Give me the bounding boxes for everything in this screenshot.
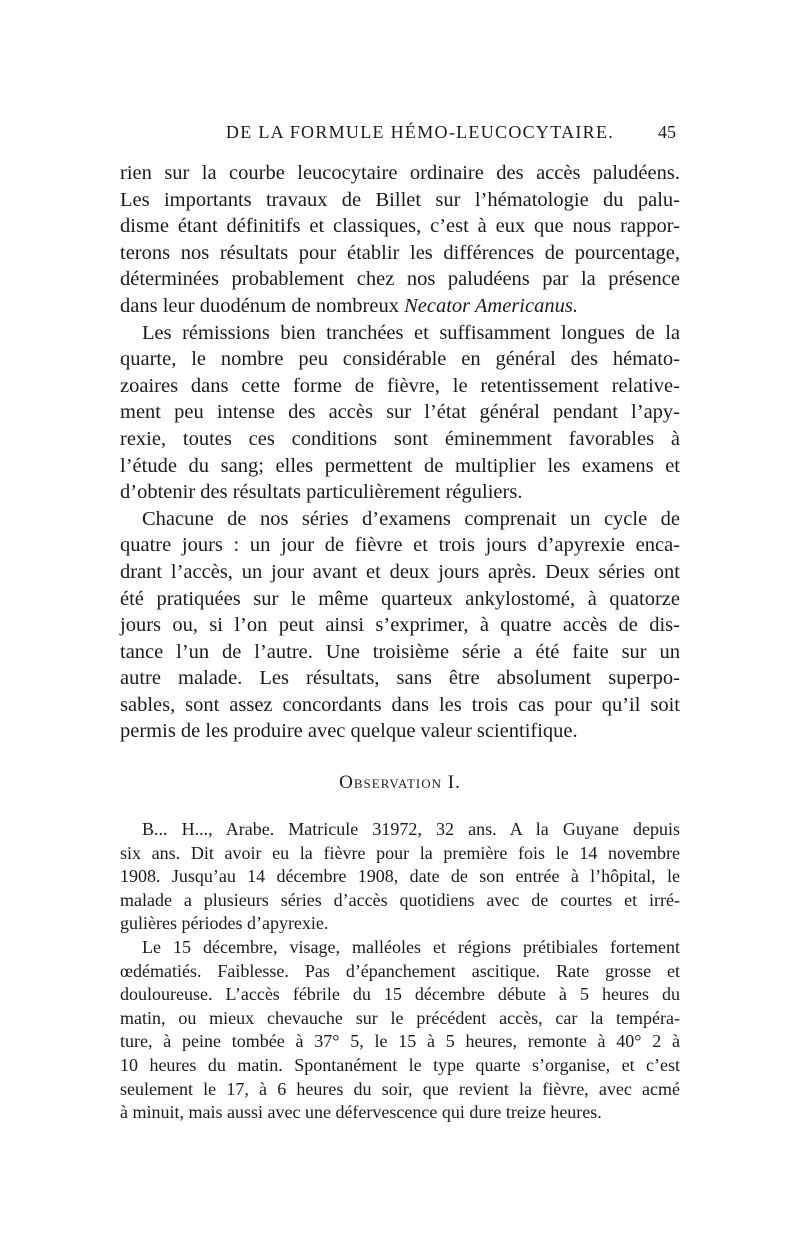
text-line: drant l’accès, un jour avant et deux jours après. Deux séries ont	[120, 560, 680, 583]
text-line: rien sur la courbe leucocytaire ordinaire des accès paludéens.	[120, 162, 680, 184]
text-line: sables, sont assez concordants dans les trois cas pour qu’il soit	[120, 693, 680, 716]
text-line: à minuit, mais aussi avec une défervescence qui dure treize heures.	[120, 1102, 602, 1123]
text-line: d’obtenir des résultats particulièrement réguliers.	[120, 481, 523, 504]
text-line: l’étude du sang; elles permettent de multiplier les examens et	[120, 454, 680, 477]
text-line: 1908. Jusqu’au 14 décembre 1908, date de son entrée à l’hôpital, le	[120, 866, 680, 887]
text-line: autre malade. Les résultats, sans être absolument superpo-	[120, 667, 680, 690]
text-line: œdématiés. Faiblesse. Pas d’épanchement ascitique. Rate grosse et	[120, 960, 680, 981]
text-line: douloureuse. L’accès fébrile du 15 décembre débute à 5 heures du	[120, 984, 680, 1005]
text-line: B... H..., Arabe. Matricule 31972, 32 ans. A la Guyane depuis	[142, 819, 680, 839]
species-name: Necator Americanus.	[404, 294, 578, 317]
text-line: jours ou, si l’on peut ainsi s’exprimer, à quatre accès de dis-	[120, 614, 680, 637]
text-line: déterminées probablement chez nos paludéens par la présence	[120, 268, 680, 291]
text-fragment: dans leur duodénum de nombreux	[120, 294, 399, 317]
text-line: Les rémissions bien tranchées et suffisamment longues de la	[142, 321, 680, 344]
body-text	[120, 160, 680, 745]
text-line: seulement le 17, à 6 heures du soir, que revient la fièvre, avec acmé	[120, 1078, 680, 1099]
text-line: ment peu intense des accès sur l’état général pendant l’apy-	[120, 401, 680, 424]
running-head	[120, 122, 680, 146]
text-line: rexie, toutes ces conditions sont éminemment favorables à	[120, 427, 680, 450]
text-line: Le 15 décembre, visage, malléoles et régions prétibiales fortement	[142, 936, 680, 957]
text-line: permis de les produire avec quelque valeur scientifique.	[120, 720, 578, 743]
running-title: DE LA FORMULE HÉMO-LEUCOCYTAIRE.	[225, 122, 615, 142]
text-line: terons nos résultats pour établir les différences de pourcentage,	[120, 241, 680, 264]
text-line: six ans. Dit avoir eu la fièvre pour la première fois le 14 novembre	[120, 842, 680, 863]
observation-text	[120, 818, 680, 1125]
text-line: matin, ou mieux chevauche sur le précédent accès, car la tempéra-	[120, 1007, 680, 1028]
text-line: quarte, le nombre peu considérable en général des hémato-	[120, 348, 680, 371]
text-line: 10 heures du matin. Spontanément le type quarte s’organise, et c’est	[120, 1054, 680, 1075]
text-line: malade a plusieurs séries d’accès quotidiens avec de courtes et irré-	[120, 889, 680, 910]
text-line: zoaires dans cette forme de fièvre, le retentissement relative-	[120, 374, 680, 397]
text-line: gulières périodes d’apyrexie.	[120, 913, 329, 934]
text-line: Chacune de nos séries d’examens comprenait un cycle de	[142, 507, 680, 530]
text-line: été pratiquées sur le même quarteux ankylostomé, à quatorze	[120, 587, 680, 610]
page-number: 45	[658, 122, 676, 142]
text-line: tance l’un de l’autre. Une troisième série a été faite sur un	[120, 640, 680, 663]
text-line: quatre jours : un jour de fièvre et trois jours d’apyrexie enca-	[120, 534, 680, 557]
text-line: Les importants travaux de Billet sur l’hématologie du palu-	[120, 188, 680, 211]
text-line: ture, à peine tombée à 37° 5, le 15 à 5 heures, remonte à 40° 2 à	[120, 1031, 680, 1052]
text-line: disme étant définitifs et classiques, c’est à eux que nous rappor-	[120, 215, 680, 238]
text-line	[120, 293, 680, 320]
observation-heading: Observation I.	[339, 772, 461, 793]
